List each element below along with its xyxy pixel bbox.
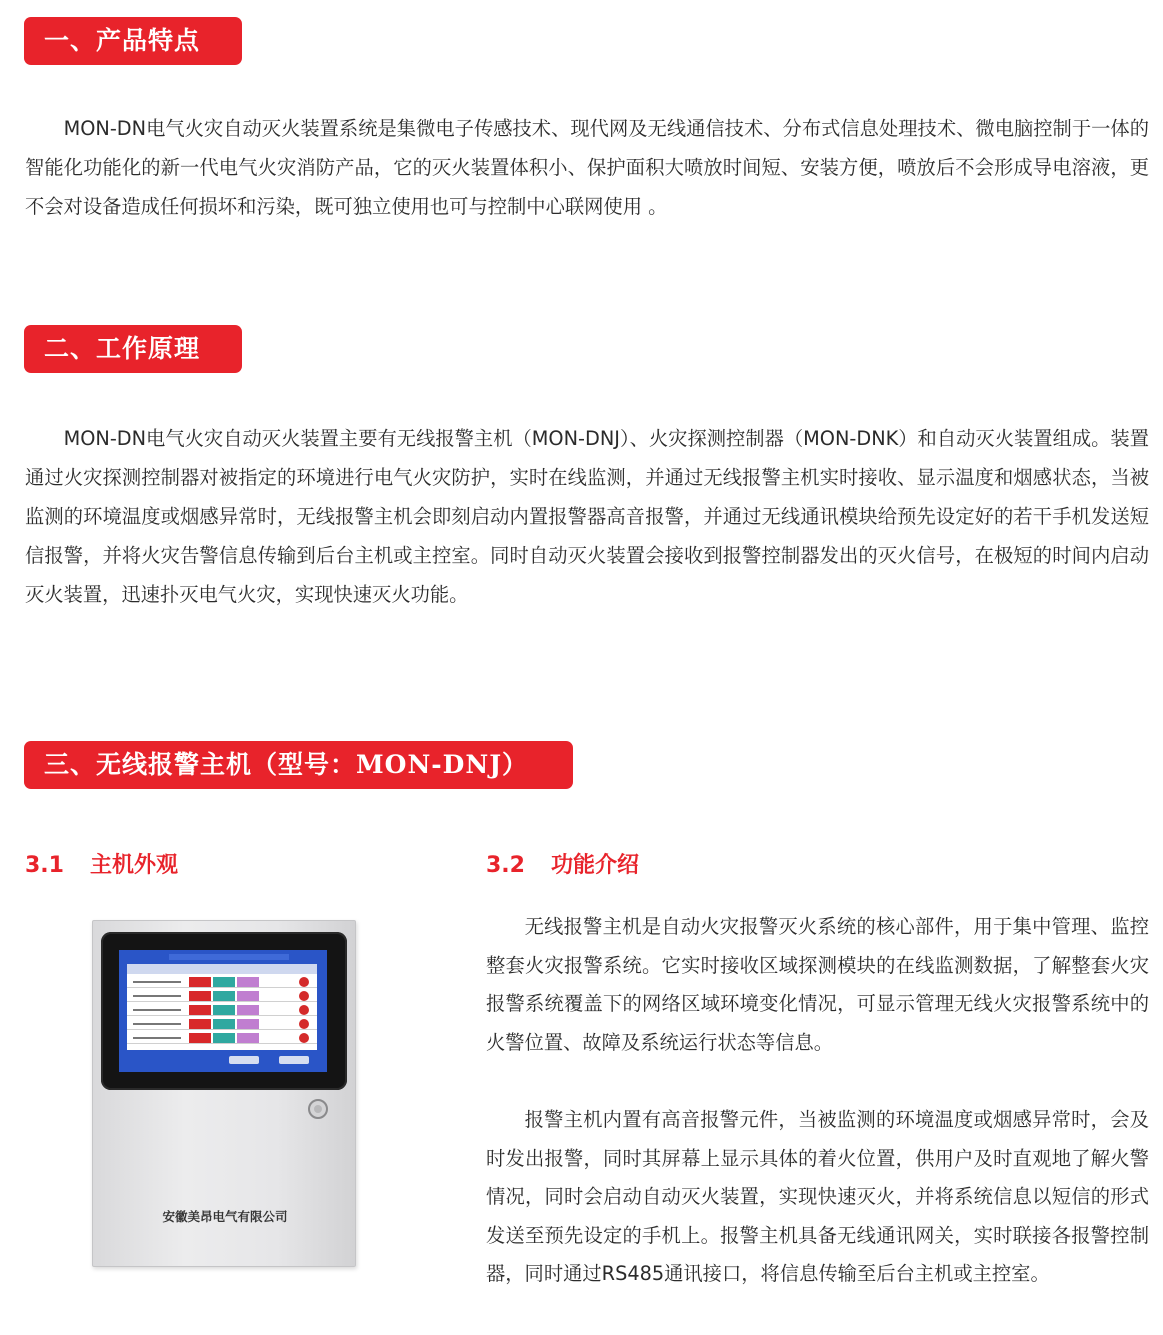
display-row <box>127 990 317 1002</box>
function-intro-paragraph-1: 无线报警主机是自动火灾报警灭火系统的核心部件，用于集中管理、监控整套火灾报警系统。它实时接收区域探测模块的在线监测数据，了解整套火灾报警系统覆盖下的网络区域环境变化情况，可显示管理无线火灾报警系统中的火警位置、故障及系统运行状态等信息。 <box>486 915 1149 1054</box>
section-3-banner: 三、无线报警主机（型号：MON-DNJ） <box>24 741 573 789</box>
display-table <box>127 964 317 1050</box>
key-switch-icon <box>308 1099 328 1119</box>
subheading-3-2-label: 功能介绍 <box>550 853 639 878</box>
display-row <box>127 976 317 988</box>
subheading-3-1-number: 3.1 <box>25 853 64 878</box>
working-principle-text: MON-DN电气火灾自动灭火装置主要有无线报警主机（MON-DNJ）、火灾探测控制器（MON-DNK）和自动灭火装置组成。装置通过火灾探测控制器对被指定的环境进行电气火灾防护，实时在线监测，并通过无线报警主机实时接收、显示温度和烟感状态，当被监测的环境温度或烟感异常时，无线报警主机会即刻启动内置报警器高音报警，并通过无线通讯模块给预先设定好的若干手机发送短信报警，并将火灾告警信息传输到后台主机或主控室。同时自动灭火装置会接收到报警控制器发出的灭火信号，在极短的时间内启动灭火装置，迅速扑灭电气火灾，实现快速灭火功能。 <box>25 427 1149 606</box>
close-icon <box>299 1019 309 1029</box>
subheading-3-1-label: 主机外观 <box>89 853 178 878</box>
device-brand-label: 安徽美昂电气有限公司 <box>162 1209 288 1224</box>
device-screen-bezel <box>101 932 347 1090</box>
alarm-host-device-image <box>92 920 356 1267</box>
function-intro-paragraph-2: 报警主机内置有高音报警元件，当被监测的环境温度或烟感异常时，会及时发出报警，同时其屏幕上显示具体的着火位置，供用户及时直观地了解火警情况，同时会启动自动灭火装置，实现快速灭火，并将系统信息以短信的形式发送至预先设定的手机上。报警主机具备无线通讯网关，实时联接各报警控制器，同时通过RS485通讯接口，将信息传输至后台主机或主控室。 <box>486 1108 1149 1285</box>
close-icon <box>299 1033 309 1043</box>
close-icon <box>299 1005 309 1015</box>
display-next-button <box>279 1056 309 1064</box>
close-icon <box>299 977 309 987</box>
subheading-3-2 <box>486 848 639 884</box>
subheading-3-2-number: 3.2 <box>486 853 525 878</box>
display-prev-button <box>229 1056 259 1064</box>
product-features-text: MON-DN电气火灾自动灭火装置系统是集微电子传感技术、现代网及无线通信技术、分布式信息处理技术、微电脑控制于一体的智能化功能化的新一代电气火灾消防产品，它的灭火装置体积小、保护面积大喷放时间短、安装方便，喷放后不会形成导电溶液，更不会对设备造成任何损坏和污染，既可独立使用也可与控制中心联网使用 。 <box>25 117 1149 218</box>
subheading-3-1 <box>25 848 178 884</box>
section-1-banner: 一、产品特点 <box>24 17 242 65</box>
display-row <box>127 1004 317 1016</box>
display-row <box>127 1032 317 1044</box>
display-title-bar <box>169 954 289 960</box>
display-row <box>127 1018 317 1030</box>
close-icon <box>299 991 309 1001</box>
section-2-banner: 二、工作原理 <box>24 325 242 373</box>
device-display <box>119 950 327 1072</box>
display-table-header <box>127 964 317 974</box>
